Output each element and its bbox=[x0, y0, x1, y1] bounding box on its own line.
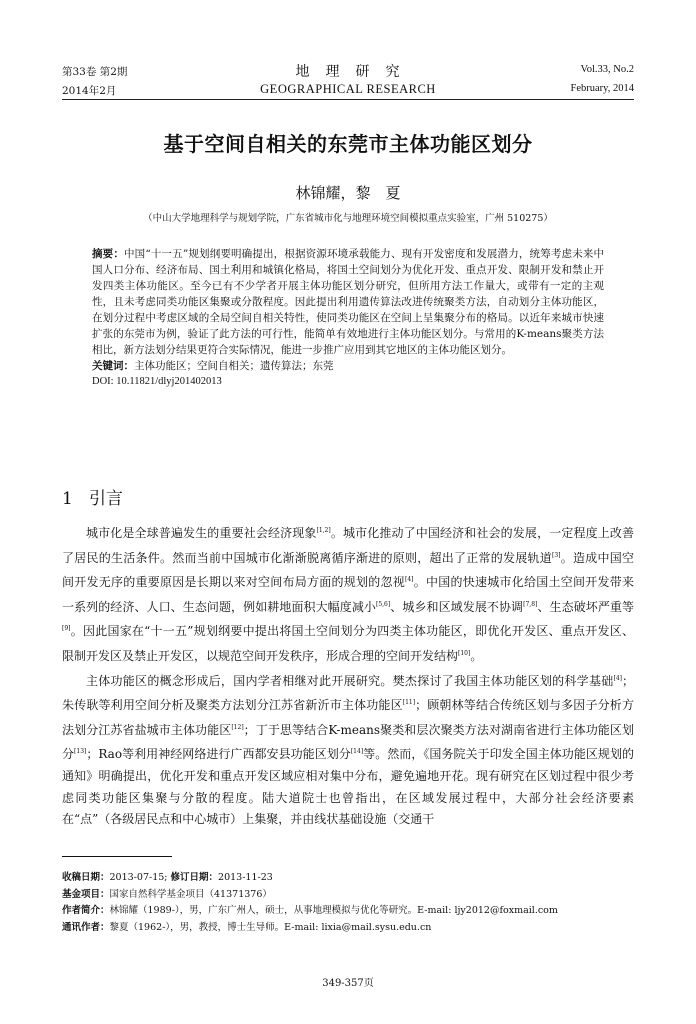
journal-date-cn: 2014年2月 bbox=[62, 85, 117, 97]
paragraph-2 bbox=[62, 668, 634, 831]
citation: [14] bbox=[350, 748, 364, 756]
p1-text: 。 bbox=[470, 648, 483, 663]
paragraph-1 bbox=[62, 520, 634, 668]
paper-authors: 林锦耀，黎 夏 bbox=[295, 184, 401, 202]
received-date: 2013-07-15; bbox=[109, 872, 171, 883]
paper-title: 基于空间自相关的东莞市主体功能区划分 bbox=[163, 132, 533, 156]
p2-text: 等。然而，《国务院关于印发全国主体功能区规划的通知》明确提出，优化开发和重点开发区域应相对集中分布，避免遍地开花。现有研究在区划过程中很少考虑同类功能区集聚与分散的程度。陆大道院士也曾指出，在区域发展过程中，大部分社会经济要素在“点”（各级居民点和中心城市）上集聚，并由线状基础设施（交通干 bbox=[62, 747, 634, 827]
keywords bbox=[92, 358, 604, 374]
p2-text: ；Rao等利用神经网络进行广西都安县功能区划分 bbox=[86, 747, 351, 762]
citation: [13] bbox=[74, 748, 87, 756]
doi: DOI: 10.11821/dlyj201402013 bbox=[92, 376, 222, 387]
journal-name-en: GEOGRAPHICAL RESEARCH bbox=[260, 82, 436, 96]
citation: [12] bbox=[231, 723, 244, 731]
citation: [4] bbox=[404, 576, 414, 584]
citation: [7,8] bbox=[523, 600, 538, 608]
p1-text: 。因此国家在“十一五”规划纲要中提出将国土空间划分为四类主体功能区，即优化开发区、重点开发区、限制开发区及禁止开发区，以规范空间开发秩序，形成合理的空间开发结构 bbox=[62, 624, 634, 663]
body-text bbox=[62, 520, 634, 831]
author-label: 作者简介： bbox=[62, 905, 110, 916]
keywords-label: 关键词： bbox=[92, 360, 134, 372]
journal-volume: 第33卷 第2期 bbox=[62, 66, 128, 78]
footnote-fund bbox=[62, 887, 634, 904]
citation: [4] bbox=[613, 674, 622, 682]
section-title: 引言 bbox=[89, 489, 124, 509]
citation: [10] bbox=[458, 649, 471, 657]
footnote-corresponding bbox=[62, 920, 634, 937]
corr-text: 黎夏（1962-），男，教授，博士生导师。E-mail: lixia@mail.sysu.edu.cn bbox=[109, 921, 432, 933]
citation: [5,6] bbox=[375, 600, 391, 608]
citation: [11] bbox=[402, 699, 416, 707]
p2-text: 主体功能区的概念形成后，国内学者相继对此开展研究。樊杰探讨了我国主体功能区划的科学基础 bbox=[86, 673, 614, 688]
section-number: 1 bbox=[62, 489, 73, 509]
p2-text: ；丁于思等结合K-means聚类和层次聚类方法对湖南省进行主体功能区划分 bbox=[62, 722, 634, 762]
journal-volume-en: Vol.33, No.2 bbox=[580, 64, 634, 75]
received-label: 收稿日期： bbox=[62, 872, 110, 883]
abstract-text: 中国“十一五”规划纲要明确提出，根据资源环境承载能力、现有开发密度和发展潜力，统筹考虑未来中国人口分布、经济布局、国土利用和城镇化格局，将国土空间划分为优化开发、重点开发、限制开发和禁止开发四类主体功能区。至今已有不少学者开展主体功能区划分研究，但所用方法工作量大，或带有一定的主观性，且未考虑同类功能区集聚或分散程度。因此提出利用遗传算法改进传统聚类方法，自动划分主体功能区，在划分过程中考虑区域的全局空间自相关特性，使同类功能区在空间上呈集聚分布的格局。以近年来城市快速扩张的东莞市为例，验证了此方法的可行性，能简单有效地进行主体功能区划分。与常用的K-means聚类方法相比，新方法划分结果更符合实际情况，能进一步推广应用到其它地区的主体功能区划分。 bbox=[92, 248, 605, 356]
p1-text: 。造成中国空间开发无序的重要原因是长期以来对空间布局方面的规划的忽视 bbox=[62, 550, 634, 590]
citation: [3] bbox=[551, 551, 561, 559]
header-rule bbox=[62, 99, 634, 100]
p1-text: 。中国的快速城市化给国土空间开发带来一系列的经济、人口、生态问题，例如耕地面积大幅度减小 bbox=[62, 575, 634, 614]
citation: [9] bbox=[62, 625, 71, 633]
paper-affiliation: （中山大学地理科学与规划学院，广东省城市化与地理环境空间模拟重点实验室，广州 510275） bbox=[143, 213, 553, 224]
p1-text: 、城乡和区域发展不协调 bbox=[390, 599, 524, 614]
footnotes bbox=[62, 870, 634, 936]
revised-date: 2013-11-23 bbox=[218, 872, 273, 883]
citation: [1,2] bbox=[316, 527, 331, 534]
footnote-dates bbox=[62, 870, 634, 887]
abstract-label: 摘要： bbox=[92, 248, 124, 260]
footnote-rule bbox=[62, 856, 172, 857]
page-range: 349-357页 bbox=[322, 978, 374, 989]
p2-text: ；顾朝林等结合传统区划与多因子分析方法划分江苏省盐城市主体功能区 bbox=[62, 698, 634, 737]
p1-text: 城市化是全球普遍发生的重要社会经济现象 bbox=[86, 526, 317, 540]
fund-text: 国家自然科学基金项目（41371376） bbox=[109, 888, 272, 900]
fund-label: 基金项目： bbox=[62, 888, 110, 900]
p2-text: ；朱传耿等利用空间分析及聚类方法划分江苏省新沂市主体功能区 bbox=[62, 673, 634, 713]
section-heading bbox=[62, 484, 123, 509]
p1-text: 。城市化推动了中国经济和社会的发展，一定程度上改善了居民的生活条件。然而当前中国城市化渐渐脱离循序渐进的原则，超出了正常的发展轨道 bbox=[62, 526, 634, 565]
abstract-block bbox=[92, 246, 604, 390]
abstract bbox=[92, 246, 604, 358]
author-text: 林锦耀（1989-），男，广东广州人，硕士，从事地理模拟与优化等研究。E-mail: ljy2012@foxmail.com bbox=[109, 905, 558, 916]
journal-name-cn: 地 理 研 究 bbox=[295, 64, 401, 80]
revised-label: 修订日期： bbox=[170, 872, 219, 883]
corr-label: 通讯作者： bbox=[62, 921, 110, 933]
keywords-text: 主体功能区；空间自相关；遗传算法；东莞 bbox=[134, 360, 334, 372]
footnote-author bbox=[62, 903, 634, 920]
journal-date-en: February, 2014 bbox=[570, 83, 634, 94]
p1-text: 、生态破坏严重等 bbox=[537, 599, 634, 614]
